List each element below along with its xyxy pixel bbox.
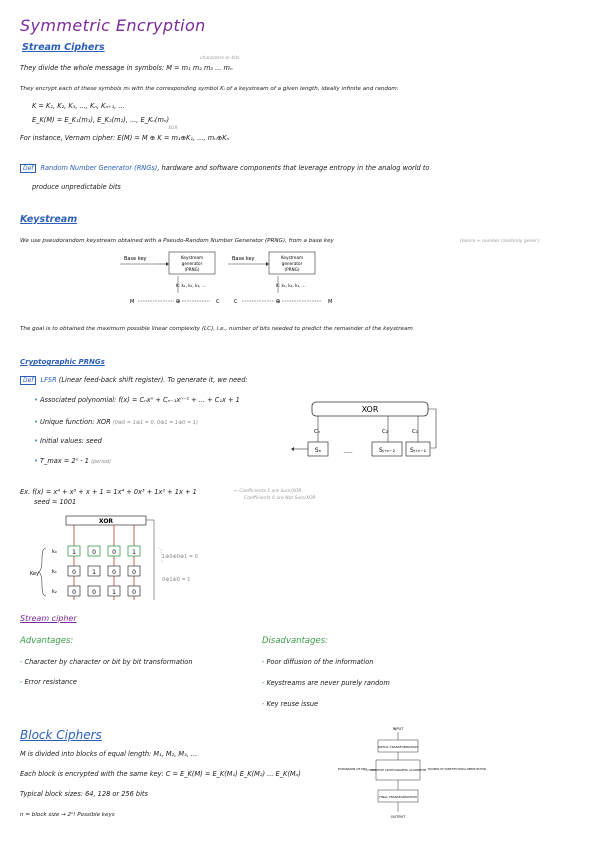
key-label: Key bbox=[30, 571, 40, 577]
row-label: k₂ bbox=[52, 589, 57, 595]
register-cell: 1 bbox=[72, 549, 76, 556]
rng-definition bbox=[20, 164, 429, 173]
coefficient-label: C₁ bbox=[412, 429, 419, 435]
gen-line-1: Keystream bbox=[280, 255, 304, 260]
keystream-heading: Keystream bbox=[20, 214, 78, 225]
bullet-value: f(x) = Cₙxⁿ + Cₙ₋₁xⁿ⁻¹ + ... + C₁x + 1 bbox=[118, 396, 240, 404]
example-note-2: Coefficients 0 are Not Sum/XOR bbox=[244, 496, 316, 501]
initial-transformation: INITIAL TRANSFORMATION bbox=[378, 745, 418, 749]
keystream-generator-right bbox=[228, 252, 332, 305]
disadvantages-heading: Disadvantages: bbox=[262, 636, 329, 646]
bullet-label: Unique function: bbox=[40, 418, 95, 426]
gen-line-3: (PRNG) bbox=[284, 267, 300, 272]
keystream-line-1: We use pseudorandom keystream obtained with a Pseudo-Random Number Generator (PRNG), from a base key bbox=[20, 238, 334, 244]
register-ellipsis: ..... bbox=[343, 448, 353, 455]
register-cell: 1 bbox=[92, 569, 96, 576]
block-cipher-diagram bbox=[336, 724, 486, 824]
base-key-label: Base key bbox=[232, 256, 255, 262]
advantage-text: Character by character or bit by bit transformation bbox=[24, 658, 193, 666]
gen-line-1: Keystream bbox=[180, 255, 204, 260]
stream-ciphers-heading: Stream Ciphers bbox=[22, 42, 105, 53]
block-line-2: Each block is encrypted with the same key: C = E_K(M) = E_K(M₁) E_K(M₂) ... E_K(Mₙ) bbox=[20, 770, 301, 778]
register-cell: 1 bbox=[112, 589, 116, 596]
bullet-note: (period) bbox=[91, 459, 111, 465]
def-badge: Def bbox=[20, 376, 36, 385]
stream-cipher-heading: Stream cipher bbox=[20, 614, 77, 623]
lfsr-diagram bbox=[290, 396, 440, 470]
gen-line-2: generator bbox=[281, 261, 303, 266]
gen-line-3: (PRNG) bbox=[184, 267, 200, 272]
gen-line-2: generator bbox=[181, 261, 203, 266]
disadvantage-text: Poor diffusion of the information bbox=[266, 658, 374, 666]
m-label: M bbox=[130, 299, 135, 305]
m-label: M bbox=[328, 299, 333, 305]
k-sequence-label: K: k₁, k₂, k₃, ... bbox=[276, 283, 306, 288]
register-cell: 0 bbox=[72, 589, 76, 596]
disadvantage-text: Keystreams are never purely random bbox=[266, 679, 390, 687]
advantage-item: - Error resistance bbox=[20, 678, 77, 686]
register-cell: Sₙ bbox=[314, 447, 322, 454]
register-cell: 0 bbox=[112, 569, 116, 576]
lfsr-example-diagram bbox=[30, 512, 270, 604]
iterative-algorithm: ITERATIVE CRYPTOGRAPHIC ALGORITHM bbox=[369, 768, 427, 772]
example-polynomial bbox=[20, 488, 197, 496]
example-poly: f(x) = x⁴ + x³ + x + 1 = 1x⁴ + 0x³ + 1x² + 1x + 1 bbox=[32, 488, 197, 496]
base-key-note: (nonce + number randomly gener.) bbox=[460, 239, 540, 244]
goal-line: The goal is to obtained the maximum possible linear complexity (LC), i.e., number of bits needed to predict the remainder of the keystream bbox=[20, 326, 413, 332]
stream-line-1: They divide the whole message in symbols: M = m₁ m₂ m₃ ... mₙ bbox=[20, 64, 233, 72]
register-cell: 0 bbox=[132, 569, 136, 576]
register-cell: 0 bbox=[92, 589, 96, 596]
k-sequence-label: K: k₁, k₂, k₃, ... bbox=[176, 283, 206, 288]
rng-term: Random Number Generator (RNGs) bbox=[40, 164, 158, 172]
example-note-1: ← Coefficients 1 are Sum/XOR bbox=[234, 489, 302, 494]
advantages-heading: Advantages: bbox=[20, 636, 74, 646]
calc-line-2: 0⊕1⊕0 = 1 bbox=[162, 577, 191, 583]
lfsr-text: (Linear feed-back shift register). To generate it, we need: bbox=[56, 376, 248, 384]
xor-box-label: XOR bbox=[361, 405, 379, 414]
xor-note: XOR bbox=[168, 126, 178, 131]
register-row-1 bbox=[52, 566, 140, 576]
register-cell: 1 bbox=[132, 549, 136, 556]
block-ciphers-heading: Block Ciphers bbox=[20, 728, 102, 742]
disadvantage-item: - Poor diffusion of the information bbox=[262, 658, 374, 666]
page-title: Symmetric Encryption bbox=[20, 16, 206, 35]
register-row-2 bbox=[52, 586, 140, 596]
def-badge: Def bbox=[20, 164, 36, 173]
register-cell: 0 bbox=[112, 549, 116, 556]
vernam-line: For instance, Vernam cipher: E(M) = M ⊕ K = m₁⊕K₁, ..., mₙ⊕Kₙ bbox=[20, 134, 230, 142]
bullet-label: Associated polynomial: bbox=[40, 396, 117, 404]
register-cell: Sⱼ₊ₙ₋₁ bbox=[410, 447, 426, 454]
encryption-equation: E_K(M) = E_K₁(m₁), E_K₂(m₂), ..., E_Kₙ(mₙ) bbox=[32, 116, 170, 124]
example-seed: seed = 1001 bbox=[34, 498, 77, 506]
c-label: C bbox=[216, 299, 220, 305]
block-line-1: M is divided into blocks of equal length: M₁, M₂, M₃, ... bbox=[20, 750, 198, 758]
register-cell: 0 bbox=[92, 549, 96, 556]
block-line-4: n = block size → 2ⁿ! Possible keys bbox=[20, 812, 115, 818]
xor-symbol: ⊕ bbox=[275, 298, 281, 305]
disadvantage-item: - Keystreams are never purely random bbox=[262, 679, 390, 687]
row-label: k₀ bbox=[52, 549, 57, 555]
advantage-text: Error resistance bbox=[24, 678, 77, 686]
symbols-note: characters or bits bbox=[200, 56, 240, 61]
output-label: OUTPUT bbox=[390, 815, 406, 819]
rounds-label: ROUNDS OF SUBSTITUTION & PERMUTATION bbox=[428, 768, 486, 771]
key-expansion-label: EXPANSION OF KEY bbox=[338, 767, 367, 771]
keystream-equation: K = K₁, K₂, K₃, ..., Kₙ, Kₙ₊₁, ... bbox=[32, 102, 125, 110]
bullet-note: (0⊕0 = 1⊕1 = 0, 0⊕1 = 1⊕0 = 1) bbox=[112, 420, 198, 426]
advantage-item: - Character by character or bit by bit transformation bbox=[20, 658, 193, 666]
coefficient-label: C₂ bbox=[382, 429, 389, 435]
example-xor-label: XOR bbox=[98, 518, 114, 525]
bullet-initial: • Initial values: seed bbox=[34, 437, 102, 445]
bullet-label: T_max = 2ⁿ - 1 bbox=[40, 457, 89, 465]
c-label: C bbox=[234, 299, 238, 305]
bullet-polynomial: • Associated polynomial: f(x) = Cₙxⁿ + Cₙ₋₁xⁿ⁻¹ + ... + C₁x + 1 bbox=[34, 396, 240, 404]
lfsr-term: LFSR bbox=[40, 376, 57, 384]
xor-symbol: ⊕ bbox=[175, 298, 181, 305]
prng-heading: Cryptographic PRNGs bbox=[20, 358, 105, 366]
register-cell: 0 bbox=[72, 569, 76, 576]
rng-line-2: produce unpredictable bits bbox=[32, 183, 121, 191]
bullet-value: seed bbox=[86, 437, 102, 445]
example-label: Ex. bbox=[20, 488, 31, 496]
block-line-3: Typical block sizes: 64, 128 or 256 bits bbox=[20, 790, 148, 798]
register-row-0 bbox=[52, 546, 140, 556]
final-transformation: FINAL TRANSFORMATION bbox=[379, 795, 417, 799]
disadvantage-item: - Key reuse issue bbox=[262, 700, 319, 708]
calc-line-1: 1⊕0⊕0⊕1 = 0 bbox=[162, 554, 198, 560]
stream-line-2: They encrypt each of these symbols mᵢ with the corresponding symbol Kᵢ of a keystream of a given length, ideally infinite and random: bbox=[20, 86, 399, 92]
rng-text: , hardware and software components that leverage entropy in the analog world to bbox=[157, 164, 430, 172]
bullet-value: XOR bbox=[96, 418, 111, 426]
coefficient-label: Cₙ bbox=[314, 429, 321, 435]
base-key-label: Base key bbox=[124, 256, 147, 262]
register-cell: 0 bbox=[132, 589, 136, 596]
keystream-diagram bbox=[110, 248, 350, 312]
bullet-function: • Unique function: XOR (0⊕0 = 1⊕1 = 0, 0⊕1 = 1⊕0 = 1) bbox=[34, 418, 198, 426]
disadvantage-text: Key reuse issue bbox=[266, 700, 319, 708]
register-cell: Sⱼ₊ₙ₋₂ bbox=[379, 447, 395, 454]
bullet-period: • T_max = 2ⁿ - 1 (period) bbox=[34, 457, 111, 465]
bullet-label: Initial values: bbox=[40, 437, 85, 445]
keystream-generator-left bbox=[120, 252, 220, 305]
lfsr-definition bbox=[20, 376, 248, 385]
input-label: INPUT bbox=[392, 727, 404, 731]
row-label: k₁ bbox=[52, 569, 57, 575]
